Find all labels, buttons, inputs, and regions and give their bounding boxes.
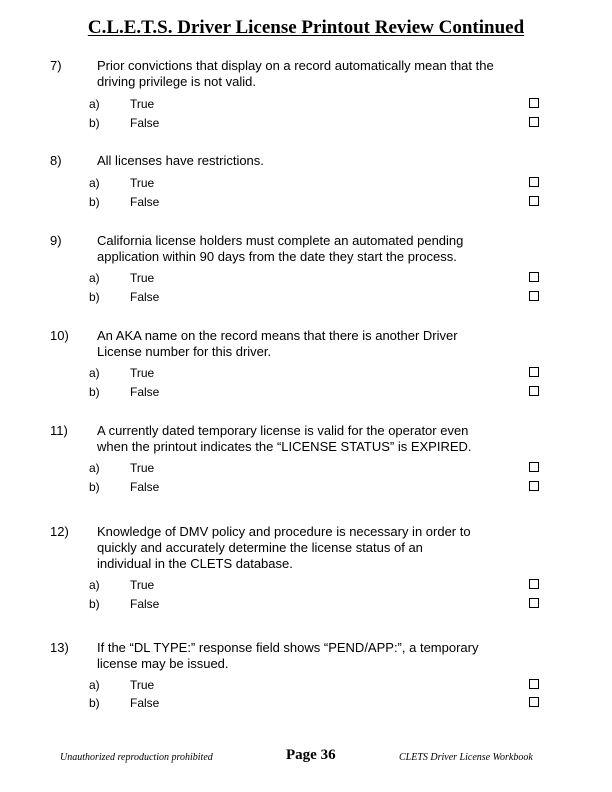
checkbox[interactable] xyxy=(529,386,539,396)
checkbox[interactable] xyxy=(529,679,539,689)
option-false[interactable]: b) False xyxy=(0,596,612,612)
checkbox[interactable] xyxy=(529,98,539,108)
option-true[interactable]: a) True xyxy=(0,175,612,191)
checkbox[interactable] xyxy=(529,462,539,472)
option-false[interactable]: b) False xyxy=(0,194,612,210)
checkbox[interactable] xyxy=(529,291,539,301)
question-text: California license holders must complete an automated pending application within 90 days from the date they start the process. xyxy=(97,233,464,264)
question-number: 9) xyxy=(50,233,62,248)
checkbox[interactable] xyxy=(529,177,539,187)
footer-disclaimer: Unauthorized reproduction prohibited xyxy=(60,752,213,763)
question-number: 8) xyxy=(50,153,62,168)
checkbox[interactable] xyxy=(529,697,539,707)
footer-workbook-title: CLETS Driver License Workbook xyxy=(399,752,533,763)
option-false[interactable]: b) False xyxy=(0,115,612,131)
option-true[interactable]: a) True xyxy=(0,677,612,693)
option-false[interactable]: b) False xyxy=(0,695,612,711)
question-text: If the “DL TYPE:” response field shows “PEND/APP:”, a temporary license may be issued. xyxy=(97,640,479,671)
page-title: C.L.E.T.S. Driver License Printout Review Continued xyxy=(87,17,525,38)
option-true[interactable]: a) True xyxy=(0,270,612,286)
checkbox[interactable] xyxy=(529,579,539,589)
question-text: All licenses have restrictions. xyxy=(97,153,264,168)
checkbox[interactable] xyxy=(529,117,539,127)
question-text: An AKA name on the record means that there is another Driver License number for this driver. xyxy=(97,328,458,359)
checkbox[interactable] xyxy=(529,367,539,377)
option-false[interactable]: b) False xyxy=(0,479,612,495)
option-true[interactable]: a) True xyxy=(0,460,612,476)
question-text: A currently dated temporary license is valid for the operator even when the printout indicates the “LICENSE STATUS” is EXPIRED. xyxy=(97,423,472,454)
checkbox[interactable] xyxy=(529,272,539,282)
page-number: Page 36 xyxy=(286,747,336,763)
checkbox[interactable] xyxy=(529,481,539,491)
question-text: Knowledge of DMV policy and procedure is necessary in order to quickly and accurately determine the license status of an individual in the CLETS database. xyxy=(97,524,471,571)
question-number: 13) xyxy=(50,640,69,655)
checkbox[interactable] xyxy=(529,598,539,608)
option-false[interactable]: b) False xyxy=(0,384,612,400)
checkbox[interactable] xyxy=(529,196,539,206)
option-false[interactable]: b) False xyxy=(0,289,612,305)
option-true[interactable]: a) True xyxy=(0,96,612,112)
question-number: 7) xyxy=(50,58,62,73)
question-number: 10) xyxy=(50,328,69,343)
option-true[interactable]: a) True xyxy=(0,365,612,381)
question-text: Prior convictions that display on a record automatically mean that the driving privilege is not valid. xyxy=(97,58,494,89)
question-number: 11) xyxy=(50,423,68,438)
question-number: 12) xyxy=(50,524,69,539)
option-true[interactable]: a) True xyxy=(0,577,612,593)
